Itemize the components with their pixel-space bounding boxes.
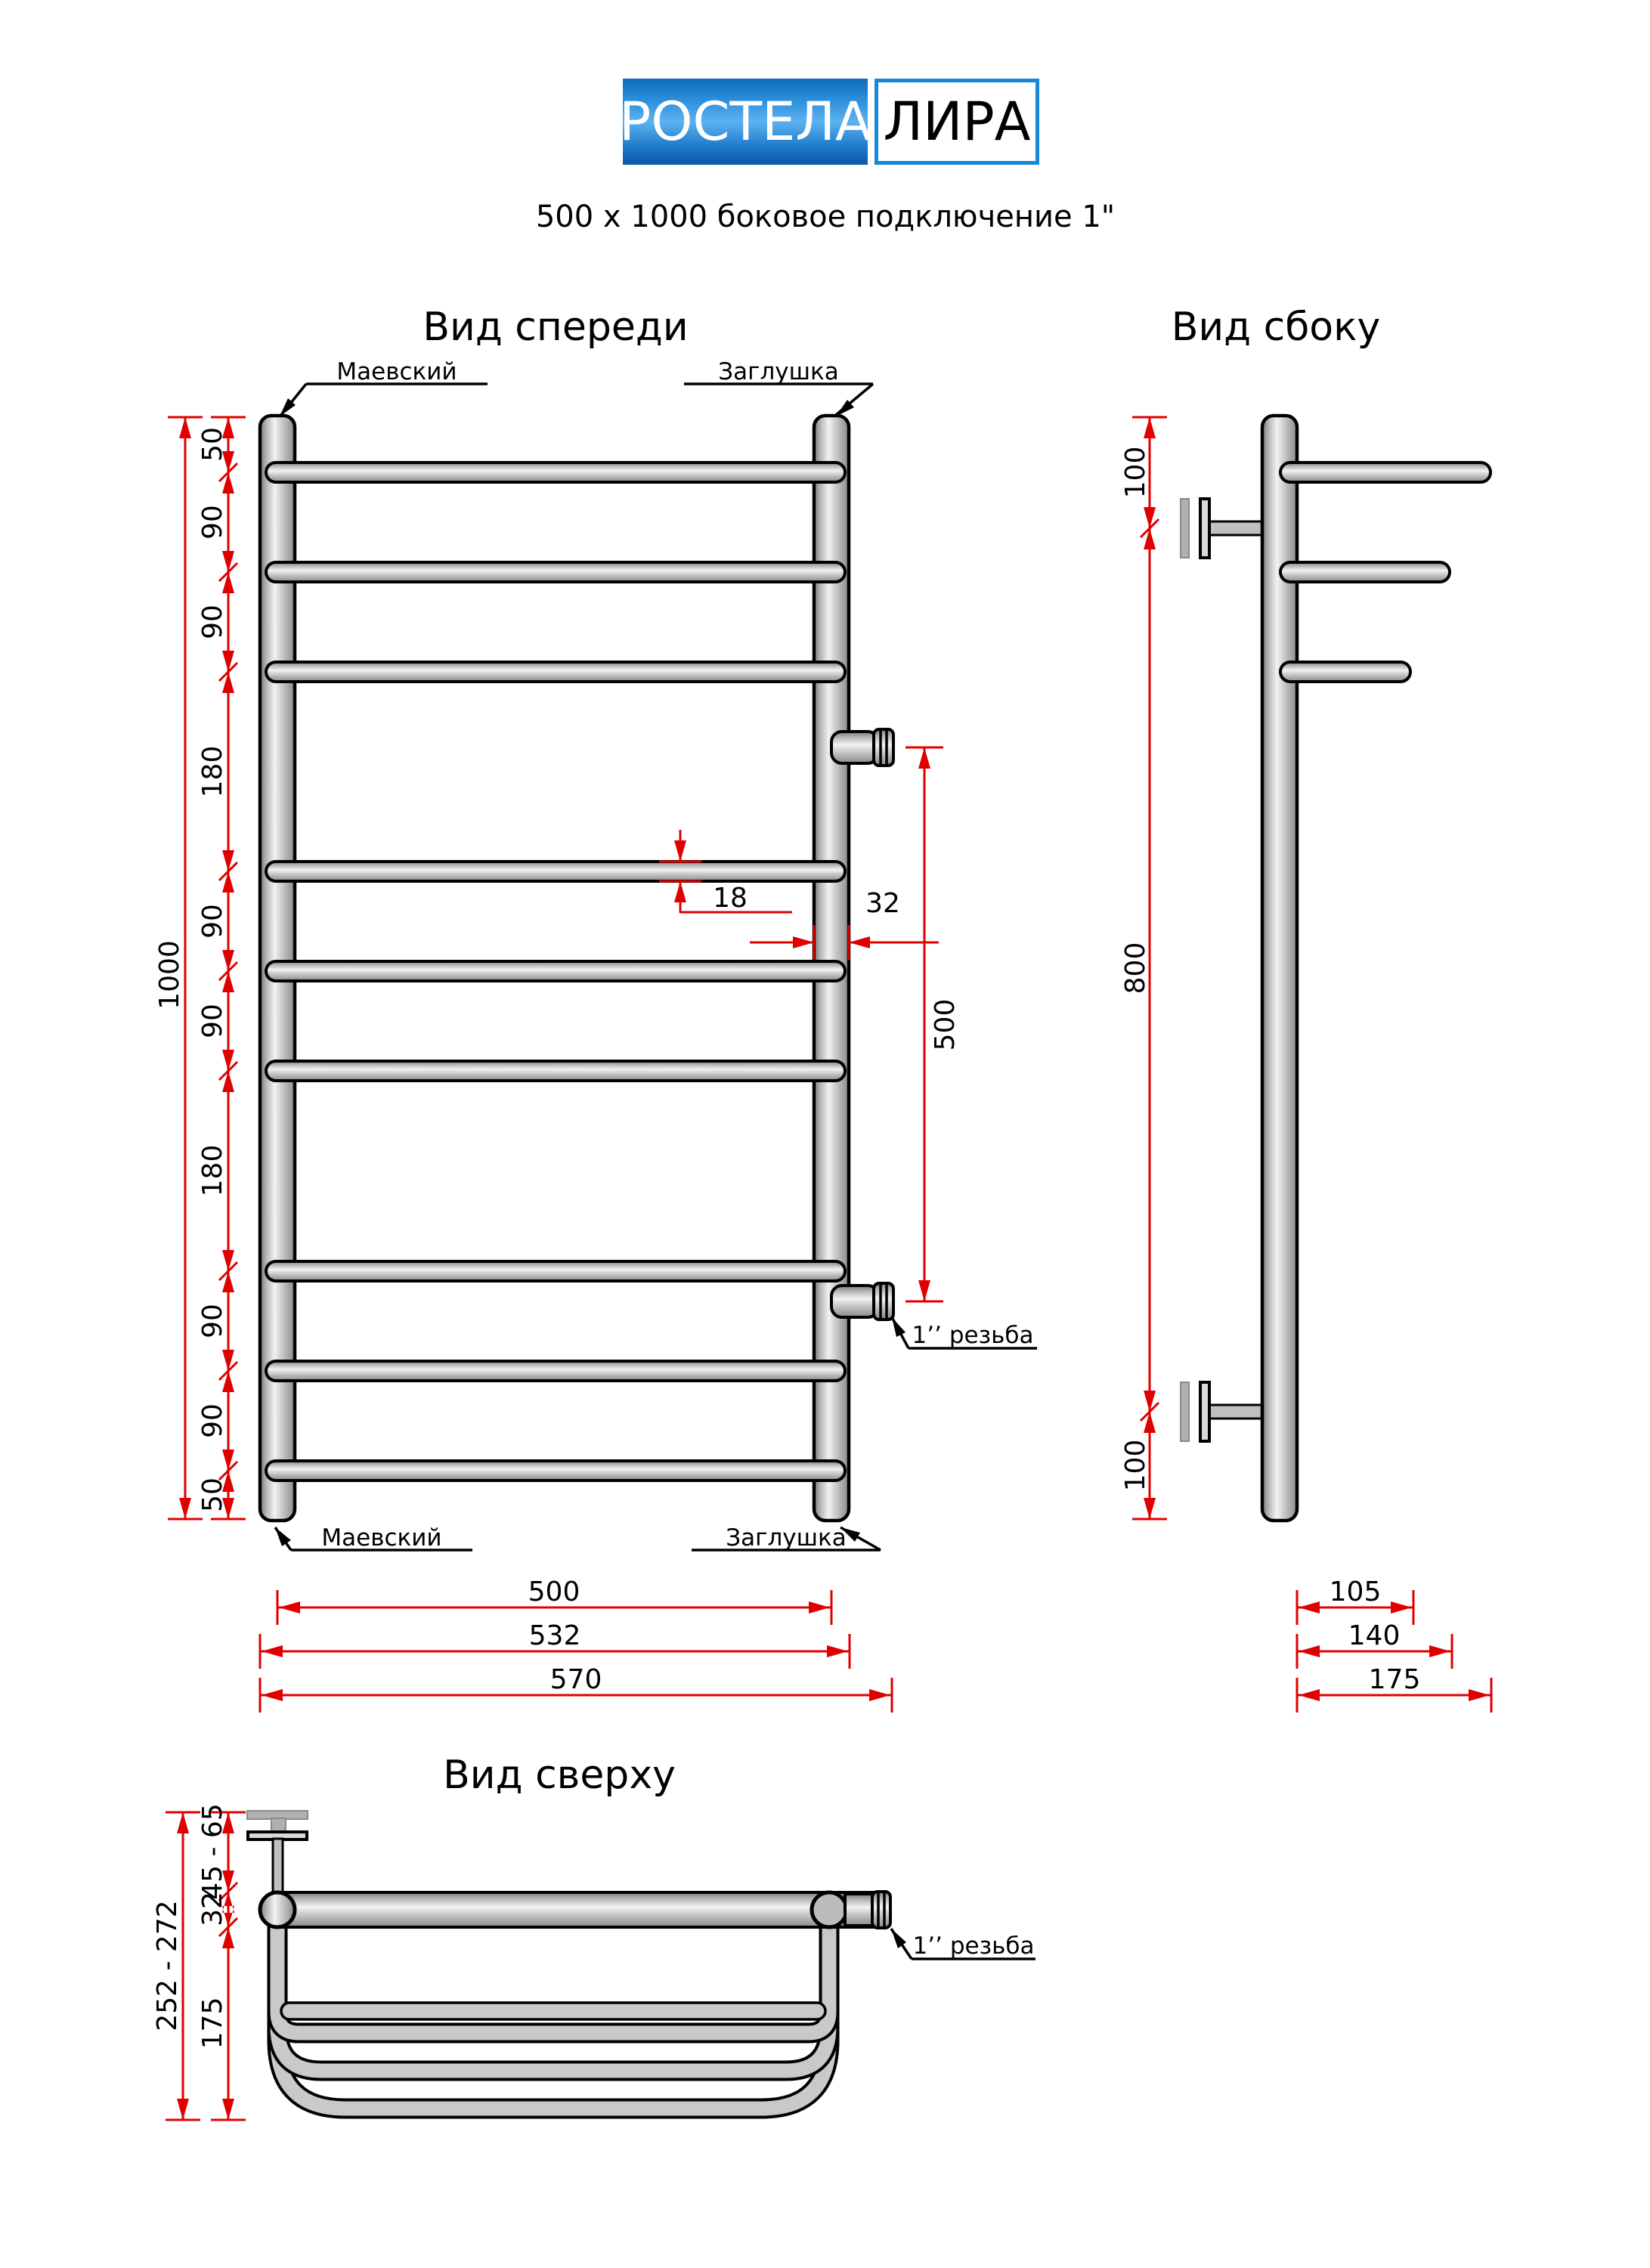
- front-label-top-right: Заглушка: [718, 358, 839, 385]
- front-upper-connection-stub: [831, 729, 893, 766]
- top-dim-tube: 32: [197, 1892, 228, 1926]
- front-dim-overall: 1000: [154, 940, 185, 1010]
- front-chain-9: 50: [197, 1477, 228, 1512]
- front-label-top-left: Маевский: [336, 358, 457, 385]
- front-chain-4: 90: [197, 904, 228, 939]
- front-rungs: [266, 463, 845, 1481]
- front-view: [154, 305, 1037, 1713]
- side-dim-end-bars: [1132, 417, 1491, 1713]
- front-dim-connection-span: 500: [930, 998, 961, 1051]
- top-view: [152, 1753, 1036, 2120]
- brand-logo: РОСТЕЛА: [623, 79, 868, 165]
- side-dim-arrows: [1144, 417, 1490, 1701]
- front-chain-7: 90: [197, 1304, 228, 1338]
- front-chain-0: 50: [197, 427, 228, 462]
- top-dim-overall: 252 - 272: [152, 1900, 183, 2031]
- front-chain-6: 180: [197, 1144, 228, 1197]
- top-view-title: Вид сверху: [443, 1753, 676, 1798]
- top-threaded-fitting: [845, 1892, 890, 1928]
- drawing-subtitle: 500 x 1000 боковое подключение 1": [535, 200, 1116, 234]
- front-view-title: Вид спереди: [423, 305, 689, 350]
- front-label-thread: 1’’ резьба: [912, 1322, 1034, 1349]
- front-chain-3: 180: [197, 745, 228, 798]
- top-bracket: [247, 1811, 308, 1895]
- side-dim-middle: 800: [1120, 942, 1151, 995]
- front-dim-rung-diameter: 18: [713, 883, 748, 914]
- front-dim-width-outer: 532: [528, 1620, 581, 1651]
- top-curved-rungs: [277, 1916, 829, 2109]
- side-view-title: Вид сбоку: [1171, 305, 1381, 350]
- front-chain-2: 90: [197, 605, 228, 639]
- side-dim-bottom: 100: [1120, 1439, 1151, 1492]
- top-right-tube-section: [812, 1892, 847, 1927]
- front-dim-tube-diameter: 32: [865, 888, 900, 919]
- top-left-tube-section: [260, 1892, 295, 1927]
- side-dim-depth-short: 105: [1329, 1576, 1382, 1607]
- front-lower-connection-stub: [831, 1283, 893, 1320]
- side-view: [1120, 305, 1491, 1713]
- side-dim-depth-mid: 140: [1348, 1620, 1401, 1651]
- top-label-thread: 1’’ резьба: [912, 1932, 1035, 1960]
- side-dim-lines: [1150, 417, 1491, 1695]
- side-dim-depth-long: 175: [1368, 1664, 1421, 1695]
- front-label-bottom-right: Заглушка: [726, 1524, 847, 1552]
- side-rungs: [1280, 463, 1491, 682]
- top-dim-depth: 175: [197, 1997, 228, 2050]
- series-logo: ЛИРА: [875, 79, 1039, 165]
- front-chain-1: 90: [197, 505, 228, 540]
- front-dim-width-total: 570: [549, 1664, 602, 1695]
- side-dim-top: 100: [1120, 446, 1151, 499]
- front-chain-5: 90: [197, 1004, 228, 1038]
- top-main-tube: [277, 1892, 875, 1927]
- top-dim-wall-gap: 45 - 65: [197, 1803, 228, 1900]
- front-label-bottom-left: Маевский: [321, 1524, 442, 1552]
- front-chain-8: 90: [197, 1403, 228, 1438]
- side-bracket-bottom: [1181, 1382, 1264, 1441]
- side-bracket-top: [1181, 499, 1264, 558]
- front-dim-width-centers: 500: [528, 1576, 580, 1607]
